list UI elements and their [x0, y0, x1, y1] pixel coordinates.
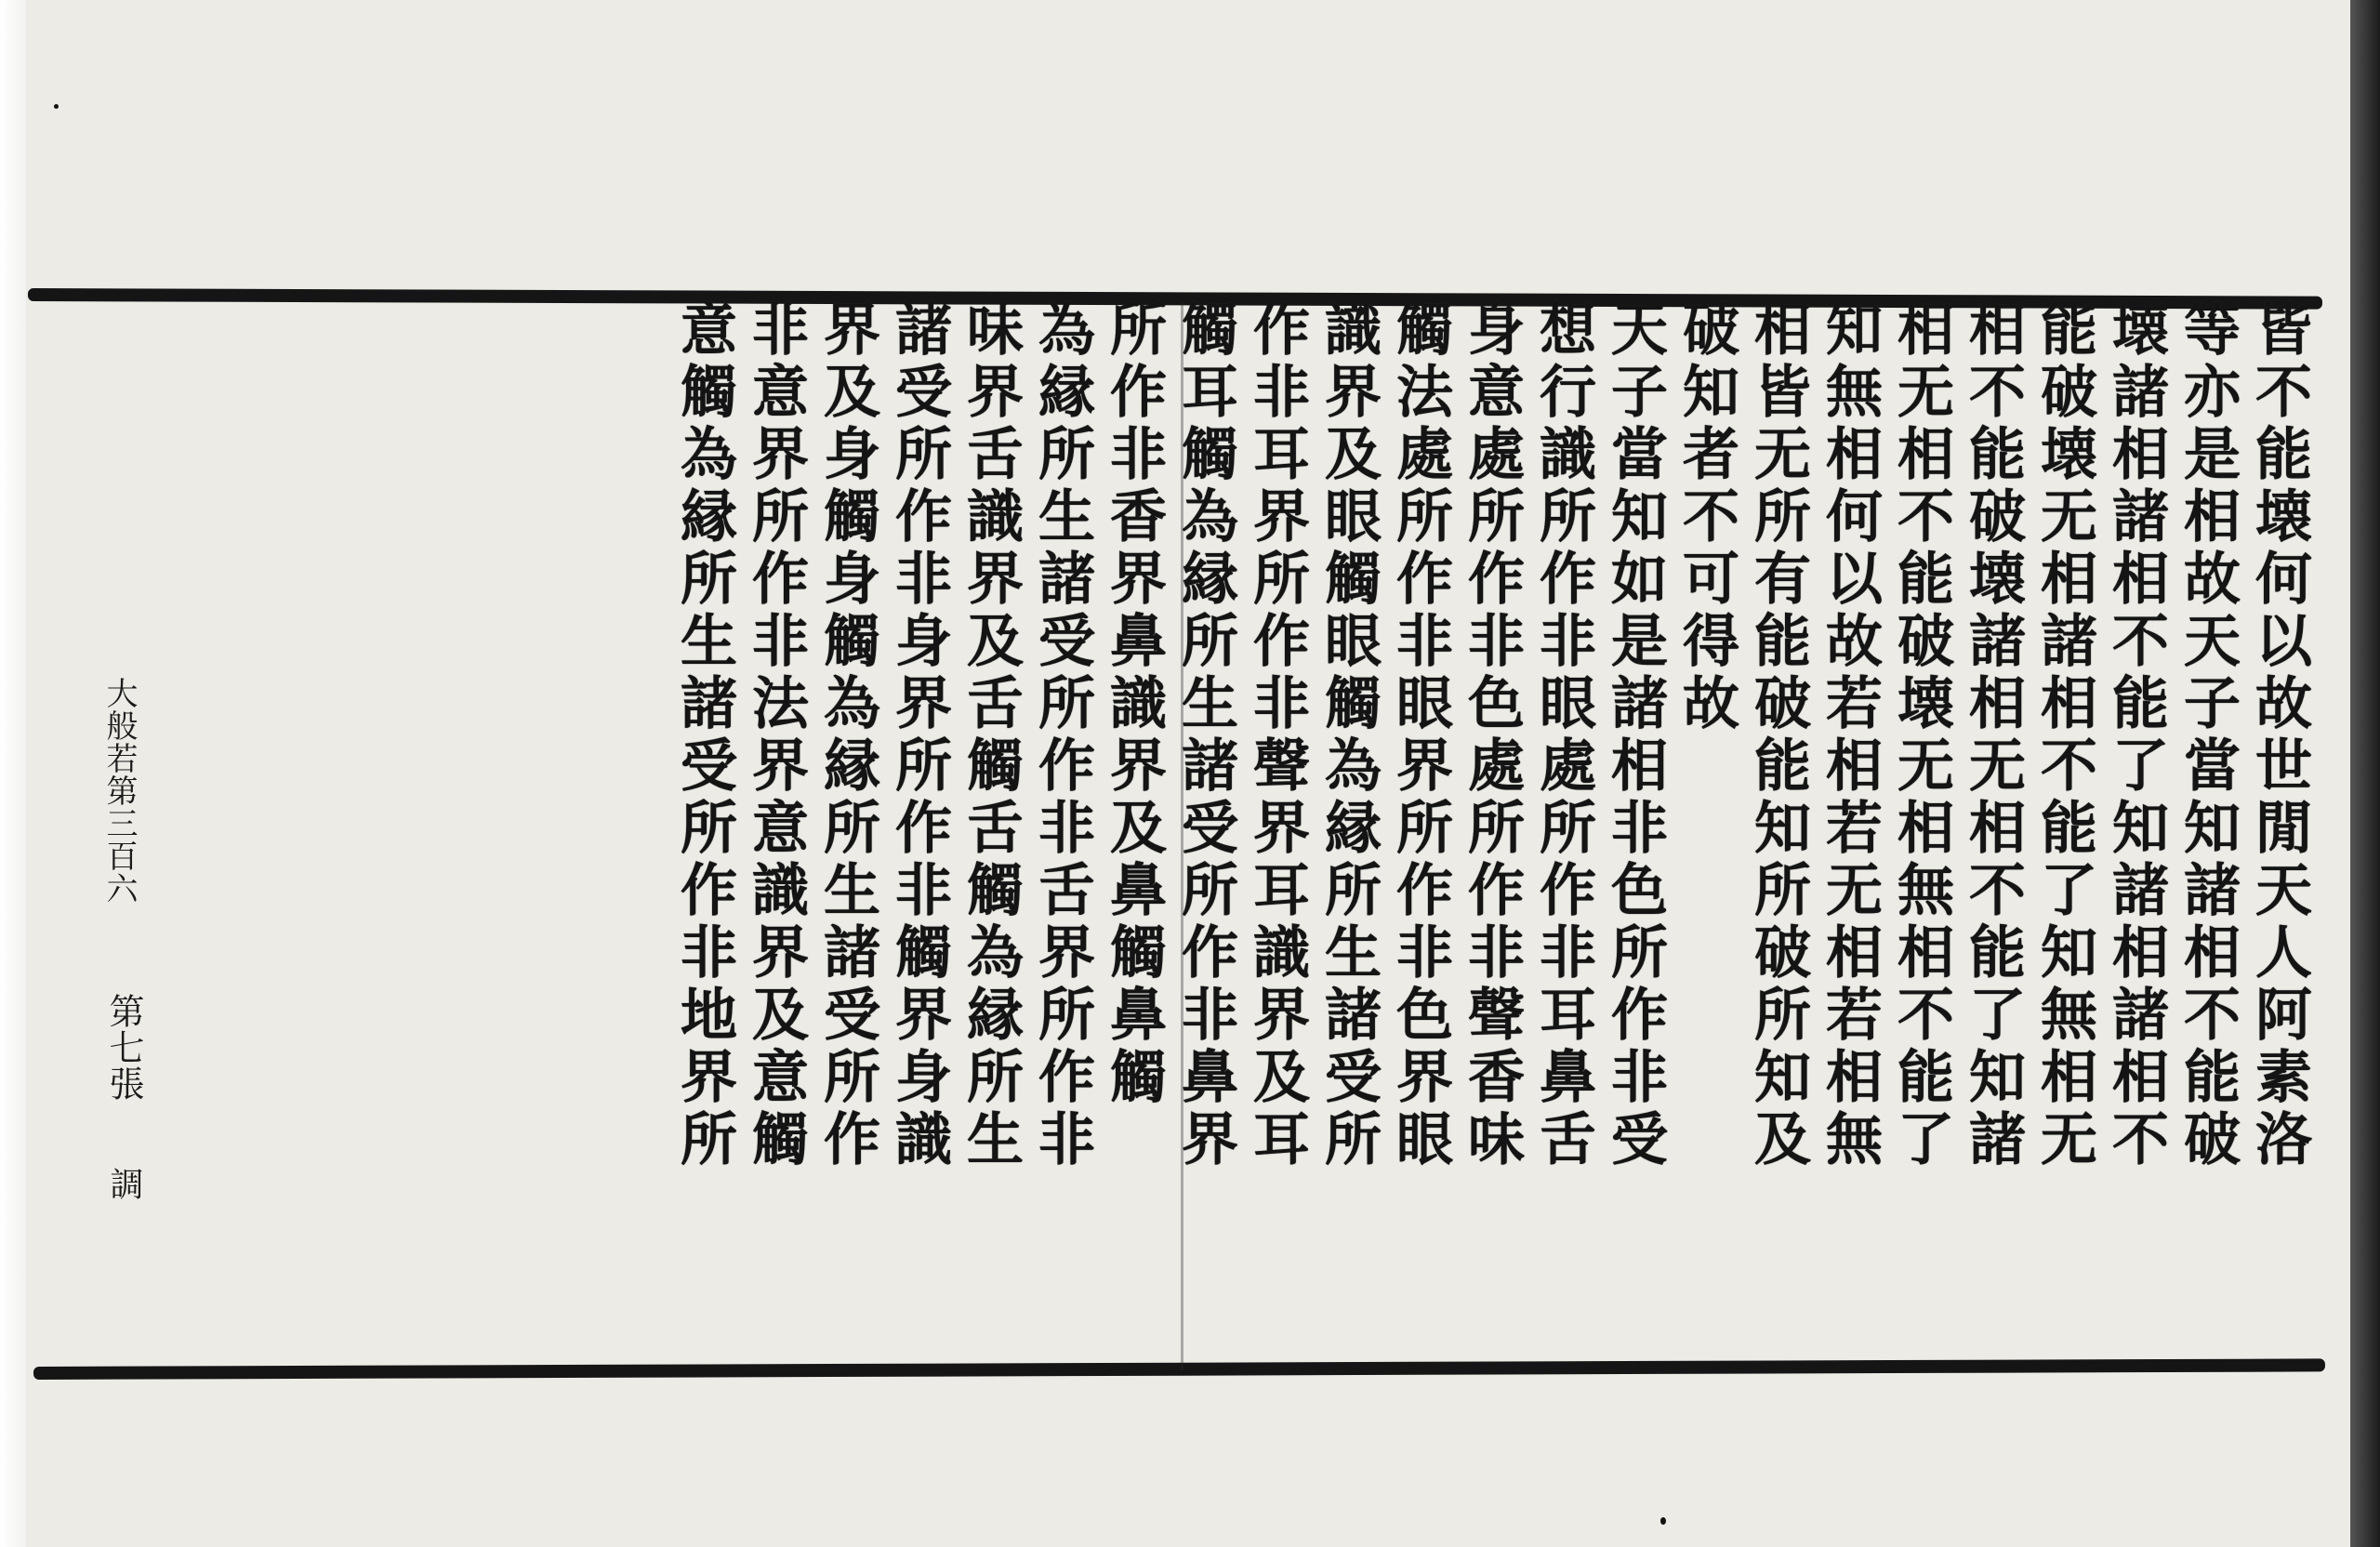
text-column: 觸耳觸為縁所生諸受所作非鼻界: [1172, 299, 1238, 1171]
text-column: 為縁所生諸受所作非舌界所作非: [1029, 299, 1095, 1171]
text-column: 意觸為縁所生諸受所作非地界所: [671, 299, 737, 1171]
text-column: 所作非香界鼻識界及鼻觸鼻觸: [1101, 299, 1167, 1109]
text-column: 作非耳界所作非聲界耳識界及耳: [1244, 299, 1310, 1171]
text-column: 壊諸相諸相不能了知諸相諸相不: [2103, 299, 2169, 1171]
scan-background: [2350, 0, 2380, 1547]
text-column: 相不能破壊諸相无相不能了知諸: [1960, 299, 2026, 1171]
text-column: 相皆无所有能破能知所破所知及: [1745, 299, 1811, 1171]
ink-speck: [54, 104, 59, 109]
sutra-text-block: [139, 299, 2315, 1368]
ink-speck: [1660, 1517, 1666, 1525]
text-column: 識界及眼觸眼觸為縁所生諸受所: [1316, 299, 1382, 1171]
text-column: 界及身觸身觸為縁所生諸受所作: [814, 299, 880, 1171]
text-column: 相无相不能破壊无相無相不能了: [1888, 299, 1954, 1171]
text-column: 非意界所作非法界意識界及意觸: [743, 299, 809, 1171]
margin-sheet-number: 第七張: [103, 993, 144, 1102]
paper-left-margin: [0, 0, 26, 1547]
margin-carver-mark: 調: [105, 1167, 143, 1200]
text-column: 皆不能壊何以故世閒天人阿素洛: [2246, 299, 2312, 1171]
text-column: 觸法處所作非眼界所作非色界眼: [1387, 299, 1453, 1171]
text-column: 破知者不可得故: [1673, 299, 1739, 735]
margin-sutra-title: 大般若第三百六: [100, 677, 138, 905]
text-column: 諸受所作非身界所作非觸界身識: [886, 299, 952, 1171]
text-column: 等亦是相故天子當知諸相不能破: [2175, 299, 2241, 1171]
text-column: 想行識所作非眼處所作非耳鼻舌: [1530, 299, 1596, 1171]
text-column: 能破壊无相諸相不能了知無相无: [2031, 299, 2097, 1171]
text-column: 天子當知如是諸相非色所作非受: [1602, 299, 1668, 1171]
text-column: 知無相何以故若相若无相若相無: [1817, 299, 1883, 1171]
text-column: 身意處所作非色處所作非聲香味: [1459, 299, 1525, 1171]
text-column: 味界舌識界及舌觸舌觸為縁所生: [958, 299, 1024, 1171]
